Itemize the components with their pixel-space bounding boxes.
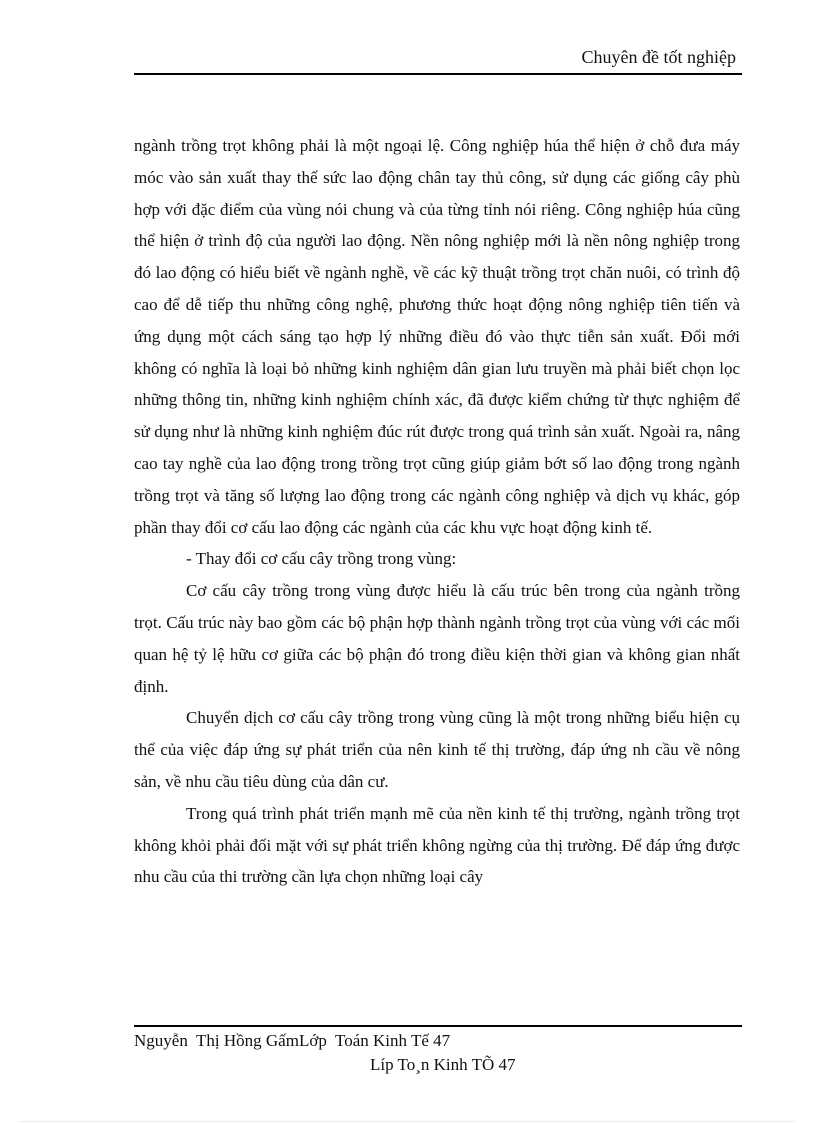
paragraph-1: ngành trồng trọt không phải là một ngoại lệ. Công nghiệp húa thể hiện ở chỗ đưa máy móc vào sản xuất thay thế sức lao động chân tay thủ công, sử dụng các giống cây phù hợp với đặc điểm của vùng nói chung và của từng tỉnh nói riêng. Công nghiệp húa cũng thể hiện ở trình độ của người lao động. Nền nông nghiệp mới là nền nông nghiệp trong đó lao động có hiểu biết về ngành nghề, về các kỹ thuật trồng trọt chăn nuôi, có trình độ cao để dễ tiếp thu những công nghệ, phương thức hoạt động nông nghiệp tiên tiến và ứng dụng một cách sáng tạo hợp lý những điều đó vào thực tiễn sản xuất. Đổi mới không có nghĩa là loại bỏ những kinh nghiệm dân gian lưu truyền mà phải biết chọn lọc những thông tin, những kinh nghiệm chính xác, đã được kiểm chứng từ thực nghiệm để sử dụng như là những kinh nghiệm đúc rút được trong quá trình sản xuất. Ngoài ra, nâng cao tay nghề của lao động trong trồng trọt cũng giúp giảm bớt số lao động trong ngành trồng trọt và tăng số lượng lao động trong các ngành công nghiệp và dịch vụ khác, góp phần thay đổi cơ cấu lao động các ngành của các khu vực hoạt động kinh tế. [134, 136, 740, 537]
paragraph-2: Cơ cấu cây trồng trong vùng được hiểu là cấu trúc bên trong của ngành trồng trọt. Cấu trúc này bao gồm các bộ phận hợp thành ngành trồng trọt của vùng với các mối quan hệ tỷ lệ hữu cơ giữa các bộ phận đó trong điều kiện thời gian và không gian nhất định. [134, 581, 740, 696]
body-text [134, 130, 740, 893]
header-rule [134, 73, 742, 75]
paragraph-4: Trong quá trình phát triển mạnh mẽ của nền kinh tế thị trường, ngành trồng trọt không khỏi phải đối mặt với sự phát triển không ngừng của thị trường. Để đáp ứng được nhu cầu của thi trường cần lựa chọn những loại cây [134, 803, 740, 887]
footer-rule [134, 1025, 742, 1027]
page-edge [20, 1121, 796, 1122]
footer-author: Nguyễn Thị Hồng GấmLớp Toán Kinh Tế 47 [134, 1031, 451, 1050]
header-title: Chuyên đề tốt nghiệp [581, 47, 736, 67]
footer-class: Líp To¸n Kinh TÕ 47 [370, 1055, 516, 1074]
bullet-item: - Thay đổi cơ cấu cây trồng trong vùng: [186, 549, 457, 569]
paragraph-3: Chuyển dịch cơ cấu cây trồng trong vùng cũng là một trong những biểu hiện cụ thể của việc đáp ứng sự phát triển của nên kinh tế thị trường, đáp ứng nh cầu về nông sản, về nhu cầu tiêu dùng của dân cư. [134, 708, 740, 791]
